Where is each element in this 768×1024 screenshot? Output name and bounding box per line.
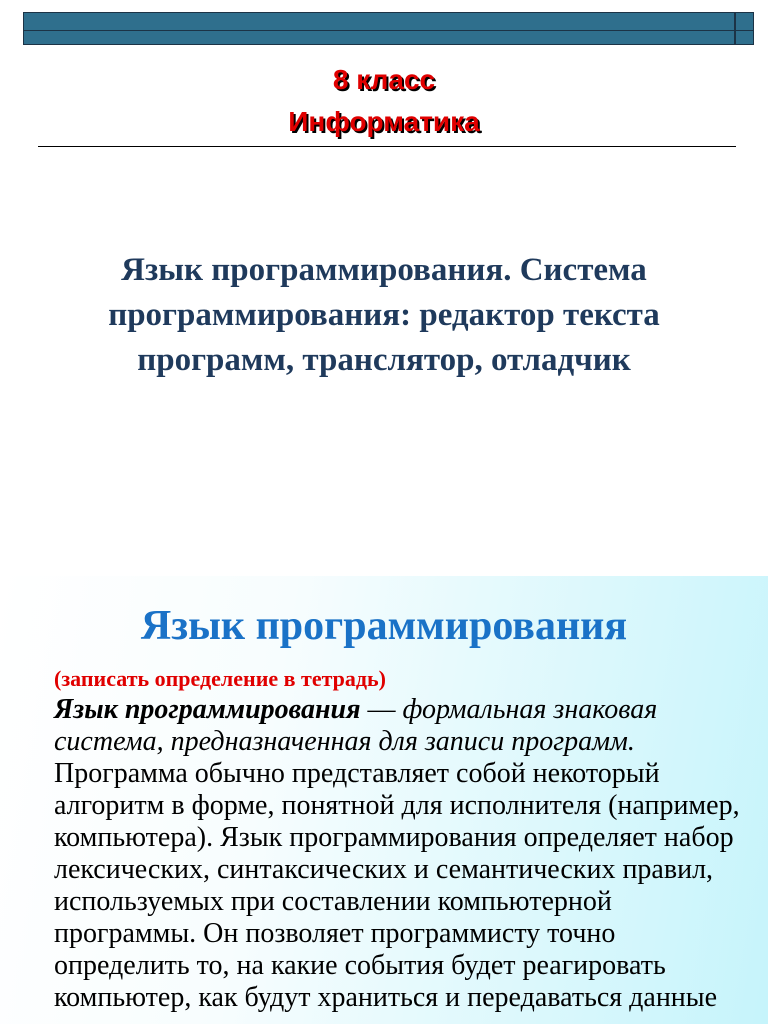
defined-term: Язык программирования	[54, 694, 361, 725]
subject-label: Информатика	[288, 106, 480, 137]
header-decoration-bar	[23, 12, 735, 45]
dash: —	[360, 694, 403, 725]
definition-text: формальная знаковая система, предназначенная для записи программ.	[54, 694, 658, 757]
header-square-upper	[735, 12, 754, 31]
topic-line: программирования: редактор текста	[108, 297, 660, 333]
divider-line	[38, 146, 736, 147]
definition-paragraph	[54, 694, 744, 1014]
instruction-note: (записать определение в тетрадь)	[54, 666, 386, 691]
topic-line: Язык программирования. Система	[121, 252, 647, 288]
slide-body	[54, 664, 744, 1014]
lesson-topic	[40, 248, 728, 383]
header-bar-lower	[23, 30, 735, 45]
slide-title: Язык программирования	[140, 603, 628, 649]
header-square-lower	[735, 30, 754, 45]
topic-line: программ, транслятор, отладчик	[137, 342, 631, 378]
definition-slide	[0, 576, 768, 1024]
header-bar-upper	[23, 12, 735, 31]
body-text: Программа обычно представляет собой некоторый алгоритм в форме, понятной для исполнителя (например, компьютера). Язык программирования определяет набор лексических, синтаксических и семантических правил, используемых при составлении компьютерной программы. Он позволяет программисту точно определить то, на какие события будет реагировать компьютер, как будут храниться и передаваться данные	[54, 758, 740, 1013]
grade-label: 8 класс	[332, 64, 436, 95]
